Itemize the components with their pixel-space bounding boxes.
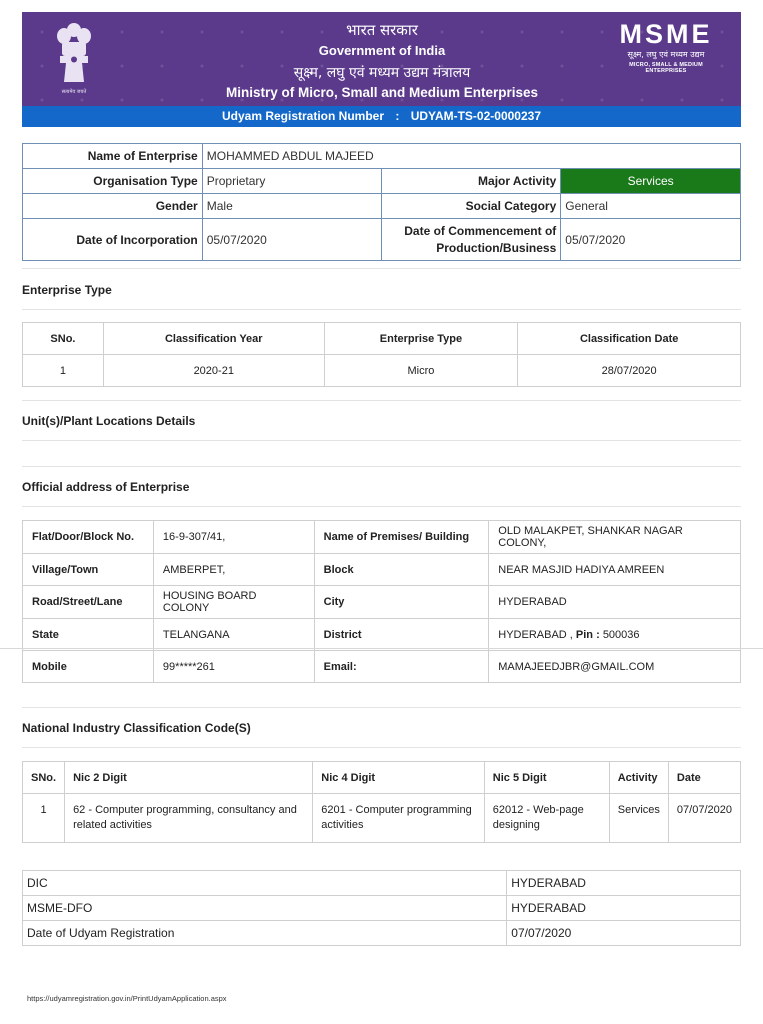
nic-title: National Industry Classification Code(S) — [22, 721, 251, 735]
table-cell: 28/07/2020 — [518, 355, 741, 387]
msme-logo-word: MSME — [619, 19, 713, 49]
msme-dfo-label: MSME-DFO — [23, 896, 507, 921]
registration-date-label: Date of Udyam Registration — [23, 921, 507, 946]
name-value: MOHAMMED ABDUL MAJEED — [202, 144, 740, 169]
header-hindi-ministry: सूक्ष्म, लघु एवं मध्यम उद्यम मंत्रालय — [293, 65, 471, 81]
table-row — [23, 355, 741, 387]
commencement-date-label: Date of Commencement of Production/Business — [382, 219, 561, 261]
city-label: City — [314, 586, 489, 619]
table-cell: 1 — [23, 355, 104, 387]
organisation-type-value: Proprietary — [202, 169, 382, 194]
table-cell: Micro — [324, 355, 518, 387]
official-address-table — [22, 520, 741, 683]
village-value: AMBERPET, — [153, 554, 314, 586]
msme-logo-hindi: सूक्ष्म, लघु एवं मध्यम उद्यम — [627, 50, 705, 59]
emblem-caption: सत्यमेव जयते — [61, 89, 87, 95]
table-cell: 62 - Computer programming, consultancy and related activities — [65, 794, 313, 843]
divider — [22, 440, 741, 441]
unit-locations-title: Unit(s)/Plant Locations Details — [22, 414, 196, 428]
road-label: Road/Street/Lane — [23, 586, 154, 619]
enterprise-info-table — [22, 143, 741, 261]
column-header: SNo. — [23, 762, 65, 794]
email-label: Email: — [314, 651, 489, 683]
divider — [22, 707, 741, 708]
divider — [22, 466, 741, 467]
column-header: Enterprise Type — [324, 323, 518, 355]
column-header: Nic 2 Digit — [65, 762, 313, 794]
table-cell: 07/07/2020 — [668, 794, 740, 843]
gender-label: Gender — [23, 194, 203, 219]
road-value: HOUSING BOARD COLONY — [153, 586, 314, 619]
header-ministry-english: Ministry of Micro, Small and Medium Enterprises — [225, 85, 539, 100]
column-header: Nic 5 Digit — [484, 762, 609, 794]
state-label: State — [23, 619, 154, 651]
pin-label: Pin : — [575, 628, 600, 641]
table-cell: 6201 - Computer programming activities — [313, 794, 484, 843]
divider — [22, 268, 741, 269]
city-value: HYDERABAD — [489, 586, 741, 619]
header-gov-english: Government of India — [318, 43, 446, 58]
divider — [22, 400, 741, 401]
block-value: NEAR MASJID HADIYA AMREEN — [489, 554, 741, 586]
commencement-date-value: 05/07/2020 — [561, 219, 741, 261]
flat-label: Flat/Door/Block No. — [23, 521, 154, 554]
national-emblem-icon — [52, 20, 96, 98]
village-label: Village/Town — [23, 554, 154, 586]
major-activity-value: Services — [561, 169, 741, 194]
divider — [22, 309, 741, 310]
column-header: Date — [668, 762, 740, 794]
header-hindi-gov: भारत सरकार — [346, 21, 418, 39]
registration-number: UDYAM-TS-02-0000237 — [410, 109, 541, 123]
divider — [22, 506, 741, 507]
mobile-label: Mobile — [23, 651, 154, 683]
organisation-type-label: Organisation Type — [23, 169, 203, 194]
registration-label: Udyam Registration Number — [221, 109, 385, 123]
table-cell: Services — [609, 794, 668, 843]
column-header: SNo. — [23, 323, 104, 355]
official-address-title: Official address of Enterprise — [22, 480, 190, 494]
header-banner — [22, 12, 741, 106]
enterprise-type-table — [22, 322, 741, 387]
enterprise-type-title: Enterprise Type — [22, 283, 112, 297]
table-cell: 62012 - Web-page designing — [484, 794, 609, 843]
dic-label: DIC — [23, 871, 507, 896]
registration-number-bar — [22, 106, 741, 127]
premises-value: OLD MALAKPET, SHANKAR NAGAR COLONY, — [489, 521, 741, 554]
msme-dfo-value: HYDERABAD — [507, 896, 741, 921]
pin-value: 500036 — [602, 628, 640, 641]
district-label: District — [314, 619, 489, 651]
social-category-value: General — [561, 194, 741, 219]
major-activity-label: Major Activity — [382, 169, 561, 194]
table-cell: 1 — [23, 794, 65, 843]
column-header: Classification Date — [518, 323, 741, 355]
flat-value: 16-9-307/41, — [153, 521, 314, 554]
name-label: Name of Enterprise — [23, 144, 203, 169]
incorporation-date-label: Date of Incorporation — [23, 219, 203, 261]
registration-separator: : — [395, 109, 400, 123]
table-row — [23, 794, 741, 843]
column-header: Activity — [609, 762, 668, 794]
msme-logo — [611, 20, 721, 74]
state-value: TELANGANA — [153, 619, 314, 651]
registration-date-value: 07/07/2020 — [507, 921, 741, 946]
block-label: Block — [314, 554, 489, 586]
column-header: Classification Year — [103, 323, 324, 355]
divider — [22, 747, 741, 748]
nic-table — [22, 761, 741, 843]
social-category-label: Social Category — [382, 194, 561, 219]
dic-value: HYDERABAD — [507, 871, 741, 896]
msme-logo-english: MICRO, SMALL & MEDIUM ENTERPRISES — [629, 62, 703, 74]
incorporation-date-value: 05/07/2020 — [202, 219, 382, 261]
email-value: MAMAJEEDJBR@GMAIL.COM — [489, 651, 741, 683]
mobile-value: 99*****261 — [153, 651, 314, 683]
gender-value: Male — [202, 194, 382, 219]
premises-label: Name of Premises/ Building — [314, 521, 489, 554]
page-fold-line — [0, 648, 763, 649]
registration-summary-table — [22, 870, 741, 946]
column-header: Nic 4 Digit — [313, 762, 484, 794]
table-cell: 2020-21 — [103, 355, 324, 387]
district-name: HYDERABAD , — [498, 628, 573, 641]
page-url: https://udyamregistration.gov.in/PrintUdyamApplication.aspx — [27, 994, 227, 1003]
district-value — [489, 619, 741, 651]
